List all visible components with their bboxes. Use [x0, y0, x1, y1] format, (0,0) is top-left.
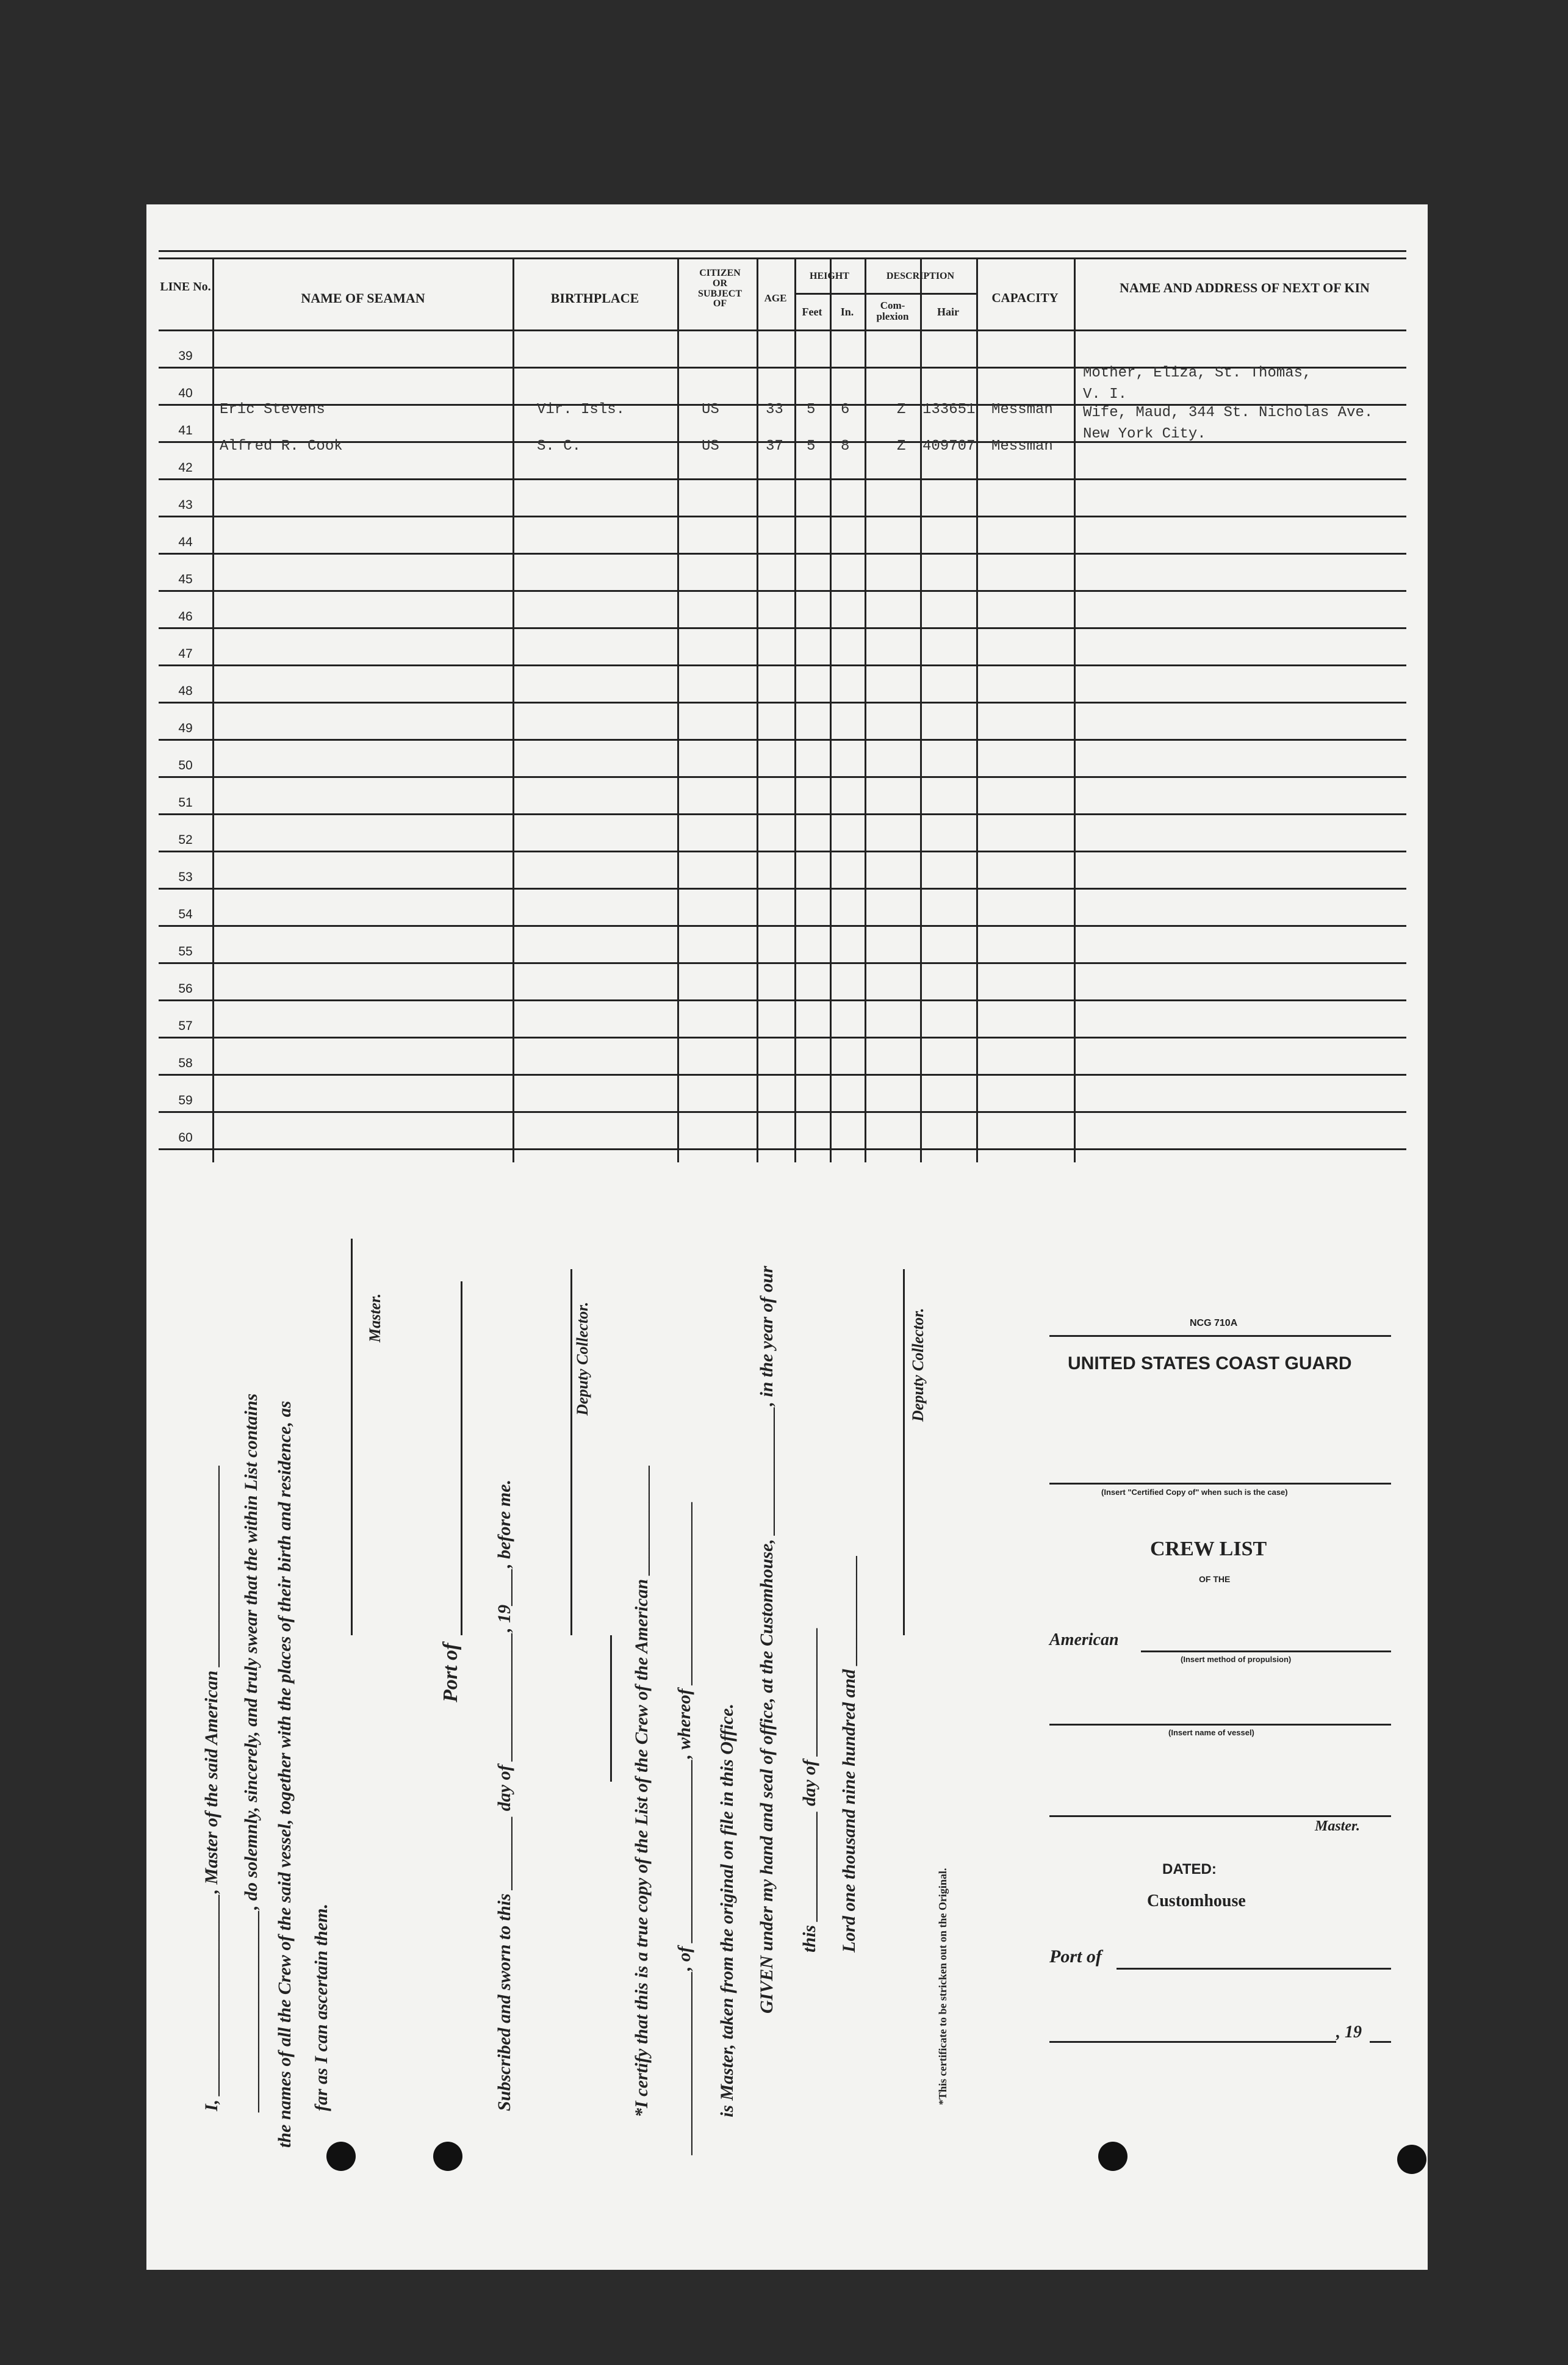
birthplace: S. C. [537, 438, 581, 455]
deputy-collector-label-2: Deputy Collector. [909, 1308, 927, 1422]
insert-certified: (Insert "Certified Copy of" when such is the case) [1101, 1488, 1288, 1497]
row-rule [159, 627, 1406, 629]
row-rule [159, 590, 1406, 592]
height-feet: 5 [807, 438, 816, 455]
oath-line-1: I, ______________________, Master of the said American ______________________ [201, 1464, 221, 2111]
card-port-of-label: Port of [1049, 1946, 1102, 1967]
line-number: 50 [178, 758, 193, 772]
col-divider [757, 259, 758, 1162]
col-divider [920, 259, 922, 1162]
row-rule [159, 702, 1406, 704]
kin-line: Mother, Eliza, St. Thomas, [1083, 365, 1312, 381]
line-number: 44 [178, 535, 193, 549]
line-number: 47 [178, 647, 193, 661]
line-number: 48 [178, 684, 193, 698]
height-inches: 8 [841, 438, 850, 455]
line-number: 39 [178, 349, 193, 363]
row-rule [159, 664, 1406, 666]
line-number: 43 [178, 498, 193, 512]
row-rule [159, 739, 1406, 741]
seaman-name: Eric Stevens [220, 401, 325, 418]
description-subrule [865, 293, 976, 295]
citizen: US [702, 438, 719, 455]
line-number: 49 [178, 721, 193, 735]
divider-line [610, 1635, 612, 1782]
lord-year: Lord one thousand nine hundred and ____________ [839, 1555, 859, 1953]
binder-hole [1397, 2145, 1426, 2174]
binder-hole [326, 2142, 356, 2171]
certificate-footnote: *This certificate to be stricken out on the Original. [937, 1868, 949, 2105]
kin-line: New York City. [1083, 426, 1206, 442]
capacity: Messman [991, 401, 1053, 418]
deputy-signature-line-2 [903, 1269, 905, 1635]
row-rule [159, 925, 1406, 927]
row-rule [159, 851, 1406, 852]
header-name: NAME OF SEAMAN [301, 290, 425, 306]
hair: 409707 [922, 438, 976, 455]
line-number: 40 [178, 386, 193, 400]
certify-line-1: *I certify that this is a true copy of the List of the Crew of the American ____________ [631, 1464, 652, 2117]
certify-line-3: is Master, taken from the original on file in this Office. [717, 1704, 737, 2117]
of-the: OF THE [1199, 1574, 1231, 1584]
height-feet: 5 [807, 401, 816, 418]
crew-list-title: CREW LIST [1150, 1538, 1267, 1560]
port-of-label: Port of [439, 1643, 462, 1702]
master-signature-line [351, 1239, 353, 1635]
row-rule [159, 478, 1406, 480]
oath-line-2: ______________________, do solemnly, sincerely, and truly swear that the within List contains [241, 1393, 261, 2111]
row-rule [159, 1148, 1406, 1150]
this-day: this ____________ day of ______________ [799, 1627, 819, 1953]
card-master-label: Master. [1315, 1818, 1361, 1834]
seaman-name: Alfred R. Cook [220, 438, 343, 455]
col-divider [865, 259, 866, 1162]
certify-line-2: ____________________, of ____________________, whereof ____________________ [674, 1501, 694, 2154]
american-label: American [1049, 1630, 1119, 1649]
line-number: 55 [178, 945, 193, 959]
vessel-line [1049, 1724, 1391, 1726]
header-hair: Hair [937, 306, 959, 318]
header-complexion: Com- plexion [876, 300, 909, 322]
row-rule [159, 553, 1406, 555]
header-next-of-kin: NAME AND ADDRESS OF NEXT OF KIN [1120, 280, 1370, 295]
col-divider [512, 259, 514, 1162]
insert-vessel-name: (Insert name of vessel) [1168, 1728, 1254, 1737]
line-number: 51 [178, 796, 193, 810]
header-age: AGE [764, 292, 787, 304]
col-divider [212, 259, 214, 1162]
deputy-collector-label: Deputy Collector. [574, 1301, 591, 1416]
row-rule [159, 888, 1406, 890]
subscribed-sworn: Subscribed and sworn to this ________ day of ______________, 19____, before me. [494, 1479, 514, 2111]
line-number: 58 [178, 1056, 193, 1070]
deputy-signature-line [570, 1269, 572, 1635]
line-number: 45 [178, 572, 193, 586]
header-description: DESCRIPTION [886, 271, 955, 281]
row-rule [159, 516, 1406, 517]
propulsion-line [1141, 1650, 1391, 1652]
col-divider [1074, 259, 1076, 1162]
port-of-line [1117, 1968, 1391, 1970]
agency-name: UNITED STATES COAST GUARD [1068, 1353, 1352, 1373]
table-top-rule-2 [159, 257, 1406, 259]
dated-label: DATED: [1162, 1861, 1217, 1877]
binder-hole [433, 2142, 462, 2171]
certified-line [1049, 1483, 1391, 1485]
row-rule [159, 776, 1406, 778]
line-number: 57 [178, 1019, 193, 1033]
age: 37 [766, 438, 783, 455]
complexion: Z [897, 438, 906, 455]
master-line [1049, 1815, 1391, 1817]
col-divider [830, 259, 832, 1162]
col-divider [794, 259, 796, 1162]
year-line [1370, 2041, 1391, 2043]
line-number: 42 [178, 461, 193, 475]
line-number: 54 [178, 907, 193, 921]
row-rule [159, 813, 1406, 815]
header-inches: In. [840, 306, 854, 318]
port-line [461, 1281, 462, 1635]
kin-line: Wife, Maud, 344 St. Nicholas Ave. [1083, 405, 1373, 421]
line-number: 53 [178, 870, 193, 884]
line-number: 60 [178, 1131, 193, 1145]
citizen: US [702, 401, 719, 418]
col-divider [677, 259, 679, 1162]
hair: 133651 [922, 401, 976, 418]
capacity: Messman [991, 438, 1053, 455]
master-label: Master. [366, 1293, 384, 1342]
birthplace: Vir. Isls. [537, 401, 625, 418]
insert-propulsion: (Insert method of propulsion) [1181, 1655, 1292, 1664]
line-number: 52 [178, 833, 193, 847]
year-19: , 19 [1336, 2023, 1362, 2042]
header-bottom-rule [159, 329, 1406, 331]
row-rule [159, 1074, 1406, 1076]
oath-line-4: far as I can ascertain them. [311, 1903, 331, 2111]
form-number: NCG 710A [1190, 1318, 1238, 1328]
line-number: 56 [178, 982, 193, 996]
complexion: Z [897, 401, 906, 418]
header-citizen: CITIZEN OR SUBJECT OF [697, 268, 743, 309]
col-divider [976, 259, 978, 1162]
header-feet: Feet [802, 306, 822, 318]
row-rule [159, 999, 1406, 1001]
kin-line: V. I. [1083, 386, 1127, 403]
binder-hole [1098, 2142, 1127, 2171]
height-subrule [794, 293, 865, 295]
header-capacity: CAPACITY [991, 290, 1059, 305]
given-under-hand: GIVEN under my hand and seal of office, at the Customhouse, ______________, in the year of our [757, 1265, 777, 2014]
crew-table [159, 250, 1406, 1162]
header-line-no: LINE No. [160, 280, 211, 293]
line-number: 46 [178, 610, 193, 624]
row-rule [159, 1037, 1406, 1039]
date-line [1049, 2041, 1336, 2043]
header-height: HEIGHT [810, 271, 849, 281]
customhouse-label: Customhouse [1147, 1892, 1246, 1910]
line-number: 59 [178, 1093, 193, 1107]
card-top-rule [1049, 1335, 1391, 1337]
age: 33 [766, 401, 783, 418]
oath-line-3: the names of all the Crew of the said vessel, together with the places of their birth and residence, as [275, 1400, 295, 2148]
line-number: 41 [178, 423, 193, 437]
table-top-rule [159, 250, 1406, 252]
row-rule [159, 1111, 1406, 1113]
row-rule [159, 962, 1406, 964]
header-birthplace: BIRTHPLACE [550, 290, 639, 306]
height-inches: 6 [841, 401, 850, 418]
